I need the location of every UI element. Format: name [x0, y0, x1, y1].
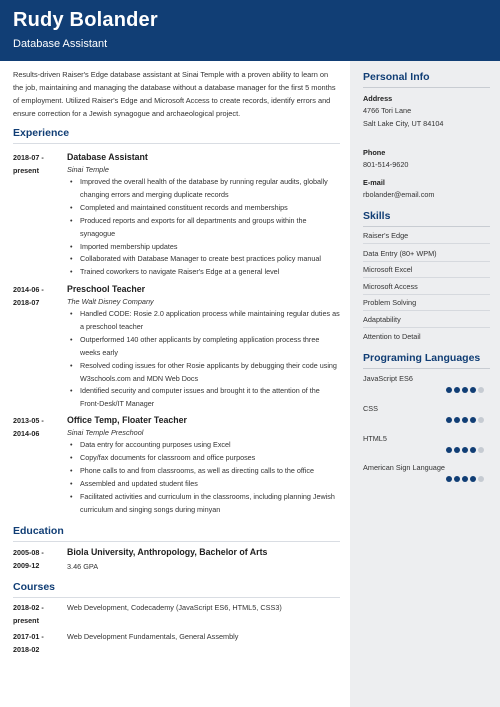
responsibility-list [67, 176, 340, 279]
experience-divider [13, 143, 340, 144]
phone-label: Phone [363, 148, 386, 157]
date-end: 2018-07 [13, 298, 40, 307]
course-dates [13, 630, 61, 656]
date-end: 2014-06 [13, 429, 40, 438]
date-end: 2018-02 [13, 645, 40, 654]
education-body [67, 546, 340, 573]
filled-dot-icon [454, 417, 460, 423]
courses-divider [13, 597, 340, 598]
skill-divider [363, 310, 490, 311]
filled-dot-icon [446, 476, 452, 482]
skill-item: Attention to Detail [363, 332, 421, 341]
filled-dot-icon [462, 417, 468, 423]
responsibility-list [67, 308, 340, 411]
empty-dot-icon [478, 476, 484, 482]
personal-info-heading: Personal Info [363, 71, 430, 83]
responsibility-item: • Assembled and updated student files [76, 478, 340, 491]
skill-divider [363, 277, 490, 278]
date-end: present [13, 616, 39, 625]
responsibility-item: • Identified security and computer issues and brought it to the attention of the Front-Desk/IT Manager [76, 385, 340, 411]
responsibility-list [67, 439, 340, 516]
filled-dot-icon [470, 387, 476, 393]
employer: The Walt Disney Company [67, 297, 154, 306]
responsibility-item: • Produced reports and exports for all departments and groups within the synagogue [76, 215, 340, 241]
language-name: American Sign Language [363, 463, 445, 472]
filled-dot-icon [470, 447, 476, 453]
filled-dot-icon [446, 417, 452, 423]
responsibility-item: • Collaborated with Database Manager to create best practices policy manual [76, 253, 340, 266]
resume-header [0, 0, 500, 61]
proficiency-dots [446, 476, 484, 483]
skill-item: Microsoft Excel [363, 265, 413, 274]
responsibility-item: • Outperformed 140 other applicants by completing application process three weeks early [76, 334, 340, 360]
languages-divider [363, 368, 490, 369]
summary-text: Results-driven Raiser's Edge database assistant at Sinai Temple with a proven ability to learn on the job, maintaining and managing the database without a database manager for the first 5 months of employment. Utilized Raiser's Edge and Microsoft Access to create records, identify errors and ensure correction for a Jewish synagogue and archaeological project. [13, 70, 336, 118]
degree: Biola University, Anthropology, Bachelor of Arts [67, 547, 268, 557]
experience-dates [13, 283, 61, 309]
address-line1: 4766 Tori Lane [363, 106, 412, 115]
languages-heading: Programing Languages [363, 352, 481, 364]
responsibility-item: • Facilitated activities and curriculum in the classrooms, including planning Jewish curriculum and singing songs during minyan [76, 491, 340, 517]
empty-dot-icon [478, 447, 484, 453]
address-label: Address [363, 94, 393, 103]
experience-body [67, 151, 340, 279]
courses-heading: Courses [13, 581, 56, 593]
course-dates [13, 601, 61, 627]
email-label: E-mail [363, 178, 385, 187]
filled-dot-icon [446, 387, 452, 393]
proficiency-dots [446, 417, 484, 424]
date-start: 2018-02 - [13, 603, 44, 612]
date-end: 2009-12 [13, 561, 40, 570]
responsibility-item: • Improved the overall health of the database by running regular audits, globally changing errors and merging duplicate records [76, 176, 340, 202]
responsibility-item: • Phone calls to and from classrooms, as well as directing calls to the office [76, 465, 340, 478]
filled-dot-icon [454, 476, 460, 482]
summary-block [13, 68, 340, 120]
candidate-title: Database Assistant [13, 38, 108, 50]
responsibility-item: • Trained coworkers to navigate Raiser's Edge at a general level [76, 266, 340, 279]
candidate-name: Rudy Bolander [13, 9, 158, 31]
employer: Sinai Temple Preschool [67, 428, 144, 437]
responsibility-item: • Data entry for accounting purposes using Excel [76, 439, 340, 452]
experience-dates [13, 151, 61, 177]
job-title: Preschool Teacher [67, 284, 146, 294]
course-body [67, 601, 340, 614]
employer: Sinai Temple [67, 165, 109, 174]
filled-dot-icon [454, 387, 460, 393]
empty-dot-icon [478, 387, 484, 393]
responsibility-item: • Copy/fax documents for classroom and office purposes [76, 452, 340, 465]
skill-item: Data Entry (80+ WPM) [363, 249, 437, 258]
skill-divider [363, 243, 490, 244]
course-name: Web Development Fundamentals, General Assembly [67, 632, 239, 641]
responsibility-item: • Imported membership updates [76, 241, 340, 254]
experience-heading: Experience [13, 127, 70, 139]
skill-item: Microsoft Access [363, 282, 418, 291]
education-dates [13, 546, 61, 572]
filled-dot-icon [462, 447, 468, 453]
email-address: rbolander@email.com [363, 190, 435, 199]
skill-divider [363, 327, 490, 328]
date-start: 2005-08 - [13, 548, 44, 557]
education-heading: Education [13, 525, 64, 537]
date-start: 2018-07 - [13, 153, 44, 162]
filled-dot-icon [462, 387, 468, 393]
skill-divider [363, 294, 490, 295]
job-title: Database Assistant [67, 152, 148, 162]
skill-item: Raiser's Edge [363, 231, 409, 240]
skills-divider [363, 226, 490, 227]
filled-dot-icon [462, 476, 468, 482]
date-start: 2013-05 - [13, 416, 44, 425]
proficiency-dots [446, 387, 484, 394]
filled-dot-icon [470, 476, 476, 482]
skill-divider [363, 261, 490, 262]
empty-dot-icon [478, 417, 484, 423]
language-name: HTML5 [363, 434, 387, 443]
date-end: present [13, 166, 39, 175]
language-name: JavaScript ES6 [363, 374, 413, 383]
language-name: CSS [363, 404, 379, 413]
responsibility-item: • Handled CODE: Rosie 2.0 application process while maintaining regular duties as a preschool teacher [76, 308, 340, 334]
address-line2: Salt Lake City, UT 84104 [363, 119, 444, 128]
skill-item: Problem Solving [363, 298, 417, 307]
personal-info-divider [363, 87, 490, 88]
gpa: 3.46 GPA [67, 562, 99, 571]
experience-body [67, 414, 340, 516]
course-body [67, 630, 340, 643]
sidebar [350, 61, 500, 707]
phone-number: 801-514-9620 [363, 160, 409, 169]
skill-item: Adaptability [363, 315, 401, 324]
filled-dot-icon [454, 447, 460, 453]
experience-body [67, 283, 340, 411]
proficiency-dots [446, 447, 484, 454]
education-divider [13, 541, 340, 542]
skills-heading: Skills [363, 210, 391, 222]
course-name: Web Development, Codecademy (JavaScript ES6, HTML5, CSS3) [67, 603, 282, 612]
job-title: Office Temp, Floater Teacher [67, 415, 187, 425]
responsibility-item: • Completed and maintained constituent records and memberships [76, 202, 340, 215]
responsibility-item: • Resolved coding issues for other Rosie applicants by debugging their code using W3schools.com and MDN Web Docs [76, 360, 340, 386]
filled-dot-icon [446, 447, 452, 453]
experience-dates [13, 414, 61, 440]
date-start: 2017-01 - [13, 632, 44, 641]
filled-dot-icon [470, 417, 476, 423]
date-start: 2014-06 - [13, 285, 44, 294]
